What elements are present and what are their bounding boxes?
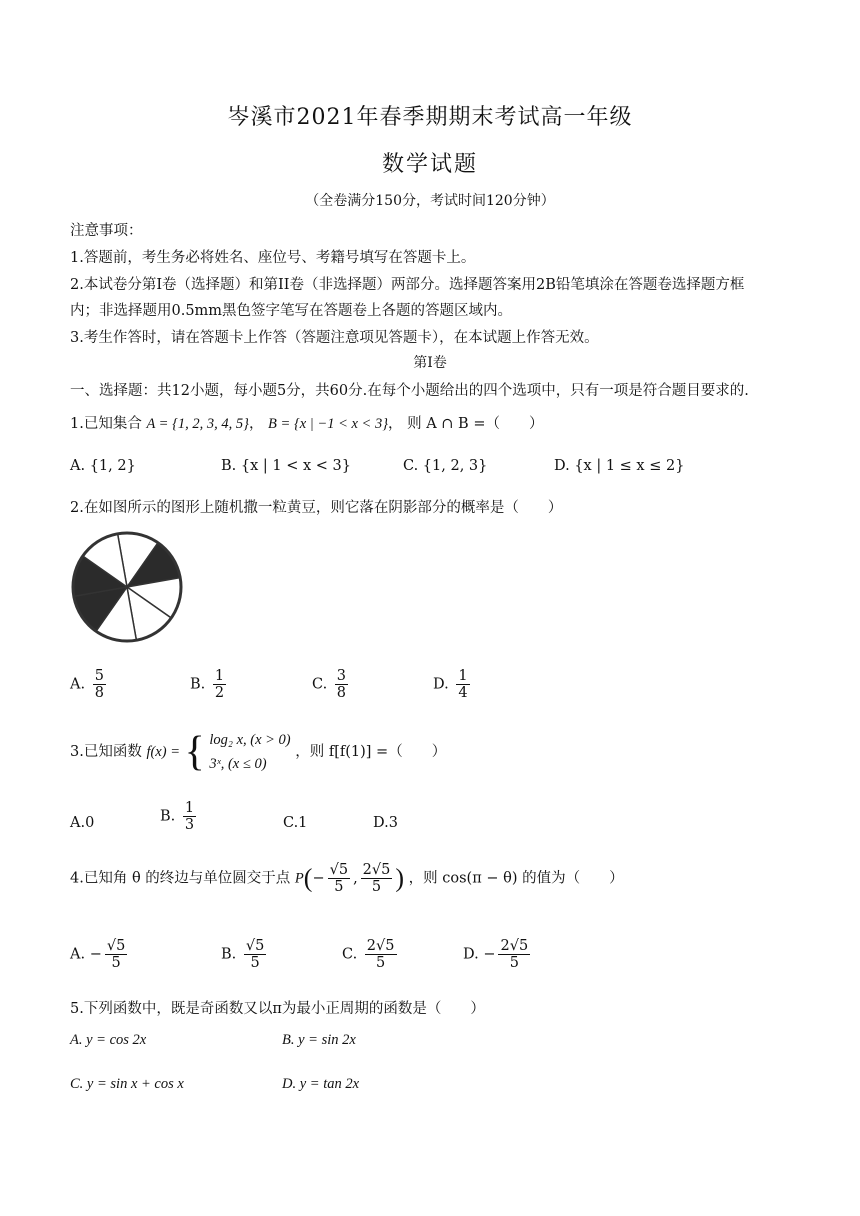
question-1: 1.已知集合 A = {1, 2, 3, 4, 5}， B = {x | −1 < x < 3}， 则 A ∩ B =（ ） <box>70 416 544 432</box>
q2-option-c: C. $\frac{3}{8}$ <box>312 668 347 701</box>
exam-subtitle: 数学试题 <box>381 152 478 177</box>
q3-prefix: 3.已知函数 <box>70 744 142 760</box>
section-title: 第I卷 <box>413 355 447 371</box>
exam-title: 岑溪市2021年春季期期末考试高一年级 <box>227 105 633 130</box>
q2-option-a: A. $\frac{5}{8}$ <box>70 668 104 701</box>
q3-brace: { <box>184 729 205 775</box>
note-3: 3.考生作答时，请在答题卡上作答（答题注意项见答题卡），在本试题上作答无效。 <box>70 330 599 346</box>
part-one-instructions: 一、选择题：共12小题，每小题5分，共60分.在每个小题给出的四个选项中，只有一项是符合题目要求的. <box>70 383 749 399</box>
question-5: 5.下列函数中，既是奇函数又以π为最小正周期的函数是（ ） <box>70 1001 485 1017</box>
q4-point-name: P <box>294 870 304 887</box>
q1-option-c: C. {1, 2, 3} <box>403 458 488 474</box>
exam-info: （全卷满分150分，考试时间120分钟） <box>305 193 555 209</box>
q5-option-d: D. y = tan 2x <box>282 1076 360 1092</box>
q3-option-c: C.1 <box>283 815 308 831</box>
q5-option-b: B. y = sin 2x <box>282 1032 356 1048</box>
question-3 <box>70 728 446 776</box>
q3-case-1: log₂ x, (x > 0) <box>209 732 291 748</box>
pie-figure <box>70 530 184 644</box>
q5-option-a: A. y = cos 2x <box>70 1032 147 1048</box>
q3-case-2: 3ˣ, (x ≤ 0) <box>209 756 267 772</box>
q3-cases <box>209 728 290 776</box>
q1-set-a: A = {1, 2, 3, 4, 5} <box>146 416 249 432</box>
q1-prefix: 1.已知集合 <box>70 416 142 432</box>
q4-option-d: D. − $\frac{2√5}{5}$ <box>463 938 529 971</box>
note-1: 1.答题前，考生务必将姓名、座位号、考籍号填写在答题卡上。 <box>70 250 476 266</box>
q4-option-c: C. $\frac{2√5}{5}$ <box>342 938 395 971</box>
q1-option-d: D. {x | 1 ≤ x ≤ 2} <box>554 458 685 474</box>
q1-option-b: B. {x | 1 < x < 3} <box>221 458 351 474</box>
q5-option-c: C. y = sin x + cos x <box>70 1076 184 1092</box>
question-2: 2.在如图所示的图形上随机撒一粒黄豆，则它落在阴影部分的概率是（ ） <box>70 500 563 516</box>
q3-option-b: B. $\frac{1}{3}$ <box>160 800 195 833</box>
q1-set-b: B = {x | −1 < x < 3} <box>268 416 388 432</box>
note-2b: 内；非选择题用0.5mm黑色签字笔写在答题卷上各题的答题区域内。 <box>70 303 513 319</box>
q2-option-b: B. $\frac{1}{2}$ <box>190 668 225 701</box>
notes-header: 注意事项： <box>70 223 143 239</box>
q2-option-d: D. $\frac{1}{4}$ <box>433 668 468 701</box>
q3-option-a: A.0 <box>70 815 95 831</box>
q1-ask: 则 A ∩ B =（ ） <box>407 416 544 432</box>
q3-ask: ，则 f[f(1)] =（ ） <box>295 744 447 760</box>
q4-option-a: A. − $\frac{√5}{5}$ <box>70 938 126 971</box>
q1-option-a: A. {1, 2} <box>70 458 136 474</box>
q4-ask: ，则 cos(π − θ) 的值为（ ） <box>408 870 624 887</box>
q3-option-d: D.3 <box>373 815 398 831</box>
note-2a: 2.本试卷分第I卷（选择题）和第II卷（非选择题）两部分。选择题答案用2B铅笔填涂在答题卷选择题方框 <box>70 277 745 293</box>
question-4: 4.已知角 θ 的终边与单位圆交于点 P(− $\frac{√5}{5}$ , $\frac{2√5}{5}$ ) ，则 cos(π − θ) 的值为（ ） <box>70 862 624 895</box>
q3-fx: f(x) = <box>146 744 180 760</box>
q4-option-b: B. $\frac{√5}{5}$ <box>221 938 265 971</box>
q4-prefix: 4.已知角 θ 的终边与单位圆交于点 <box>70 870 291 887</box>
